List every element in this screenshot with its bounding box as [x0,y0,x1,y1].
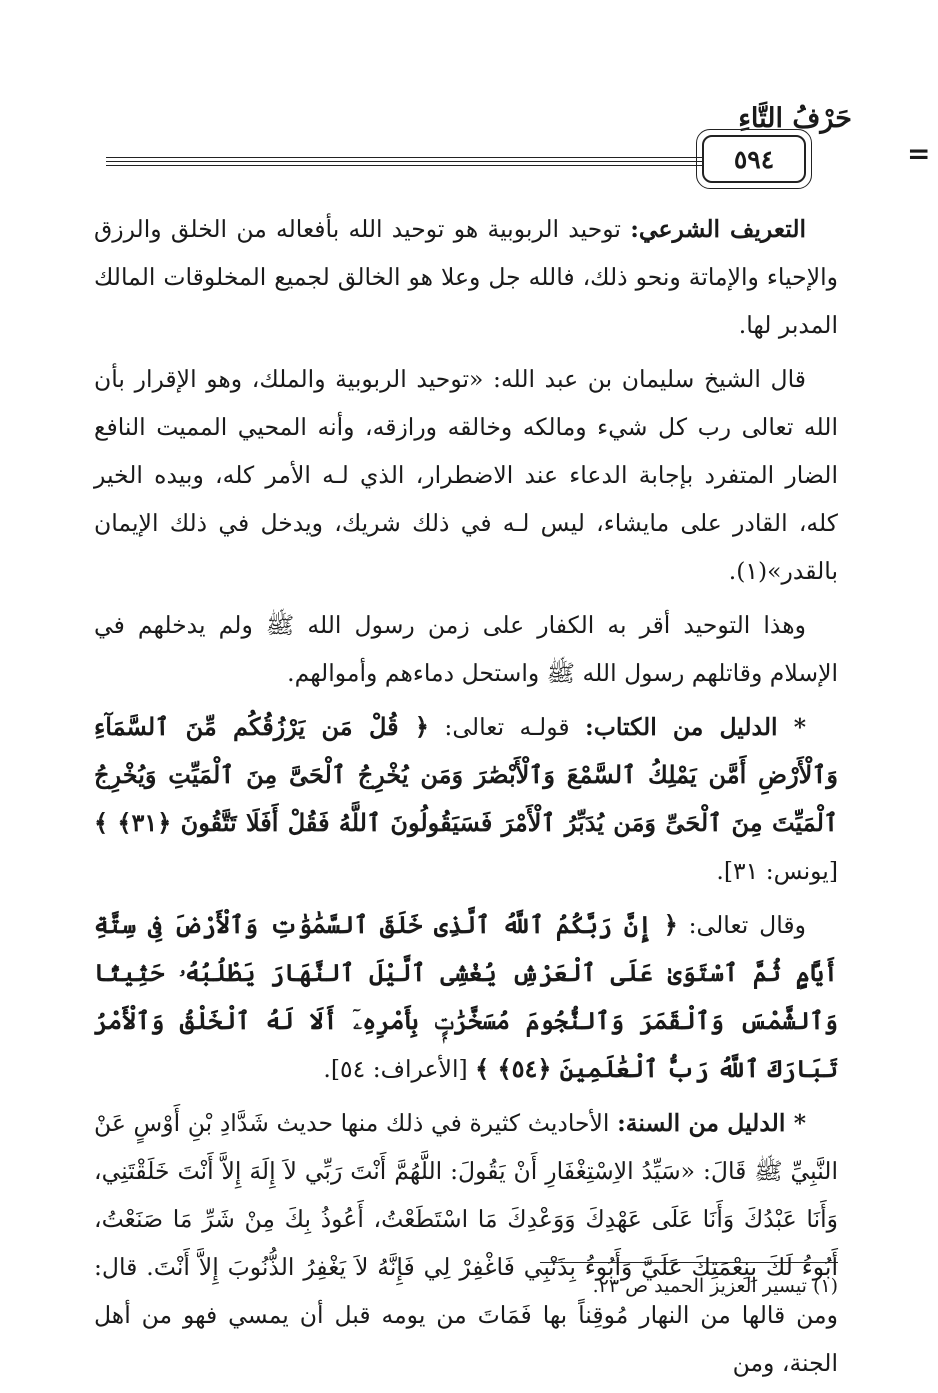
paragraph-text: قال الشيخ سليمان بن عبد الله: «توحيد الربوبية والملك، وهو الإقرار بأن الله تعالى رب كل شيء ومالكه وخالقه ورازقه، وأنه المحيي المميت النافع الضار المتفرد بإجابة الدعاء عند الاضطرار، الذي لـه الأمر كله، وبيده الخير كله، القادر على مايشاء، ليس لـه في ذلك شريك، ويدخل في ذلك الإيمان بالقدر»(١). [94,365,838,585]
verse-reference: [يونس: ٣١]. [716,857,838,885]
paragraph [94,355,838,595]
paragraph [94,601,838,697]
definition-label: التعريف الشرعي: [630,215,807,243]
page-header [92,95,931,185]
header-rule [106,157,734,158]
paragraph-text: الأحاديث كثيرة في ذلك منها حديث شَدَّادِ بْنِ أَوْسٍ عَنْ النَّبِيِّ ﷺ قَالَ: «سَيِّدُ الاِسْتِغْفَارِ أَنْ يَقُولَ: اللَّهُمَّ أَنْتَ رَبِّي لاَ إِلَهَ إِلاَّ أَنْتَ خَلَقْتَنِي، وَأَنَا عَبْدُكَ وَأَنَا عَلَى عَهْدِكَ وَوَعْدِكَ مَا اسْتَطَعْتُ، أَعُوذُ بِكَ مِنْ شَرِّ مَا صَنَعْتُ، أَبُوءُ لَكَ بِنِعْمَتِكَ عَلَيَّ وَأَبُوءُ بِذَنْبِي فَاغْفِرْ لِي فَإِنَّهُ لاَ يَغْفِرُ الذُّنُوبَ إِلاَّ أَنْتَ. قال: ومن قالها من النهار مُوقِناً بها فَمَاتَ من يومه قبل أن يمسي فهو من أهل الجنة، ومن [94,1109,838,1377]
verse-reference: [الأعراف: ٥٤]. [323,1055,476,1083]
paragraph [94,1099,838,1387]
paragraph [94,205,838,349]
evidence-label: * الدليل من الكتاب: [585,713,806,741]
page-number: ٥٩٤ [702,135,806,183]
quran-verse: ﴿ إِنَّ رَبَّكُمُ ٱللَّهُ ٱلَّذِى خَلَقَ ٱلسَّمَٰوَٰتِ وَٱلْأَرْضَ فِى سِتَّةِ أَيَّامٍ ثُمَّ ٱسْتَوَىٰ عَلَى ٱلْعَرْشِ يُغْشِى ٱلَّيْلَ ٱلنَّهَارَ يَطْلُبُهُۥ حَثِيثًا وَٱلشَّمْسَ وَٱلْقَمَرَ وَٱلنُّجُومَ مُسَخَّرَٰتٍۭ بِأَمْرِهِۦٓ أَلَا لَهُ ٱلْخَلْقُ وَٱلْأَمْرُ تَبَارَكَ ٱللَّهُ رَبُّ ٱلْعَٰلَمِينَ ﴿٥٤﴾ ﴾ [94,910,838,1083]
paragraph [94,901,838,1093]
paragraph-text: وقال تعالى: [677,911,806,939]
chapter-title: حَرْفُ التَّاءِ [738,103,852,134]
evidence-label: * الدليل من السنة: [617,1109,807,1137]
paragraph-text: توحيد الربوبية هو توحيد الله بأفعاله من الخلق والرزق والإحياء والإماتة ونحو ذلك، فالله جل وعلا هو الخالق لجميع المخلوقات المالك المدبر لها. [94,215,838,339]
header-mark: = [907,137,931,170]
header-rule [106,165,734,166]
paragraph-text: قولـه تعالى: [429,713,586,741]
quran-verse: ﴿ قُلْ مَن يَرْزُقُكُم مِّنَ ٱلسَّمَآءِ وَٱلْأَرْضِ أَمَّن يَمْلِكُ ٱلسَّمْعَ وَٱلْأَبْصَٰرَ وَمَن يُخْرِجُ ٱلْحَىَّ مِنَ ٱلْمَيِّتِ وَيُخْرِجُ ٱلْمَيِّتَ مِنَ ٱلْحَىِّ وَمَن يُدَبِّرُ ٱلْأَمْرَ فَسَيَقُولُونَ ٱللَّهُ فَقُلْ أَفَلَا تَتَّقُونَ ﴿٣١﴾ ﴾ [94,712,839,837]
paragraph [94,703,838,895]
paragraph-text: وهذا التوحيد أقر به الكفار على زمن رسول الله ﷺ ولم يدخلهم في الإسلام وقاتلهم رسول الله ﷺ واستحل دماءهم وأموالهم. [94,611,838,687]
page-body [94,205,838,1393]
footnote-divider [540,1262,838,1263]
footnote: (١) تيسير العزيز الحميد ص ٢٣. [592,1275,838,1297]
header-rule [106,161,734,162]
